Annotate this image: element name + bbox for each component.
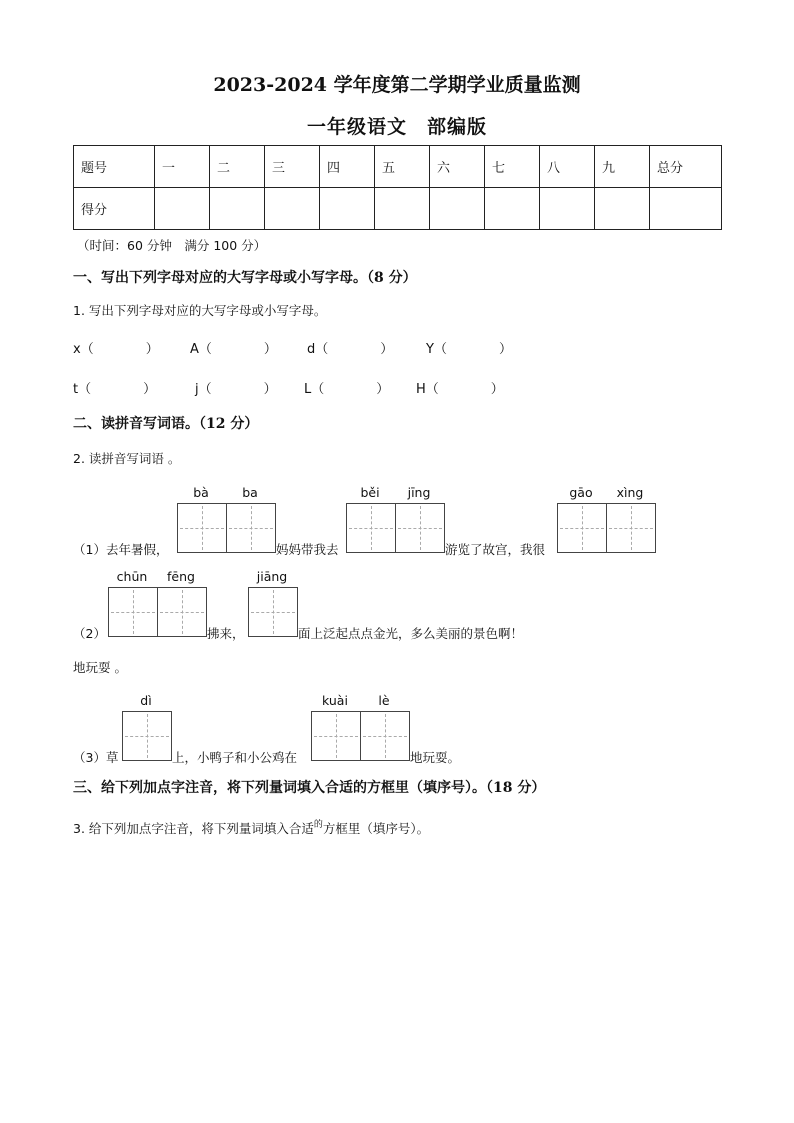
question-2: 2. 读拼音写词语 。 xyxy=(73,451,181,466)
score-input-1[interactable] xyxy=(155,188,210,230)
question-3-superscript: 的 xyxy=(313,820,323,830)
score-input-9[interactable] xyxy=(595,188,650,230)
sentence-text: （1）去年暑假， xyxy=(73,542,169,557)
sentence-text: 妈妈带我去 xyxy=(276,542,339,557)
letter-item[interactable]: x（ ） xyxy=(73,342,159,357)
writing-grid[interactable] xyxy=(122,711,172,761)
score-input-4[interactable] xyxy=(320,188,375,230)
section1-heading: 一、写出下列字母对应的大写字母或小写字母。（8 分） xyxy=(73,270,417,286)
sentence-text: 上，小鸭子和小公鸡在 xyxy=(172,750,298,765)
score-table-score-row xyxy=(74,188,722,230)
section3-heading: 三、给下列加点字注音，将下列量词填入合适的方框里（填序号）。（18 分） xyxy=(73,780,546,796)
score-table-header-row xyxy=(74,146,722,188)
score-cell-4: 四 xyxy=(320,146,375,188)
writing-grid[interactable] xyxy=(311,711,410,761)
score-input-2[interactable] xyxy=(210,188,265,230)
pinyin-label: chūn xyxy=(116,569,148,584)
writing-grid[interactable] xyxy=(557,503,656,553)
letter-item[interactable]: d（ ） xyxy=(307,342,394,357)
section2-heading: 二、读拼音写词语。（12 分） xyxy=(73,416,259,432)
score-cell-label: 题号 xyxy=(74,146,155,188)
score-input-6[interactable] xyxy=(430,188,485,230)
score-input-7[interactable] xyxy=(485,188,540,230)
pinyin-label: lè xyxy=(378,693,390,708)
score-cell-total: 总分 xyxy=(650,146,722,188)
sentence-text: （2） xyxy=(73,626,106,641)
question-1: 1. 写出下列字母对应的大写字母或小写字母。 xyxy=(73,303,327,318)
sentence-text: （3）草 xyxy=(73,750,119,765)
question-3-text-b: 方框里（填序号）。 xyxy=(322,821,430,836)
letter-item[interactable]: H（ ） xyxy=(416,382,504,397)
writing-grid[interactable] xyxy=(108,587,207,637)
sentence-text: 面上泛起点点金光，多么美丽的景色啊！ xyxy=(298,626,524,641)
letter-item[interactable]: t（ ） xyxy=(73,382,157,397)
exam-subtitle: 一年级语文 部编版 xyxy=(306,116,487,138)
sentence-text: 拂来， xyxy=(207,626,245,641)
score-cell-3: 三 xyxy=(265,146,320,188)
pinyin-label: jiāng xyxy=(256,569,288,584)
score-cell-5: 五 xyxy=(375,146,430,188)
pinyin-label: jīng xyxy=(407,485,431,500)
score-cell-1: 一 xyxy=(155,146,210,188)
score-cell-9: 九 xyxy=(595,146,650,188)
sentence-text: 地玩耍。 xyxy=(410,750,461,765)
exam-info: （时间：60 分钟 满分 100 分） xyxy=(77,238,267,253)
letter-item[interactable]: j（ ） xyxy=(195,382,277,397)
exam-title: 2023-2024 学年度第二学期学业质量监测 xyxy=(213,74,581,96)
pinyin-label: fēng xyxy=(167,569,195,584)
writing-grid[interactable] xyxy=(346,503,445,553)
score-cell-8: 八 xyxy=(540,146,595,188)
score-cell-6: 六 xyxy=(430,146,485,188)
question-3-text-a: 3. 给下列加点字注音，将下列量词填入合适 xyxy=(73,821,314,836)
writing-grid[interactable] xyxy=(177,503,276,553)
score-input-5[interactable] xyxy=(375,188,430,230)
score-cell-7: 七 xyxy=(485,146,540,188)
score-row-label: 得分 xyxy=(74,188,155,230)
stray-text: 地玩耍 。 xyxy=(73,660,127,675)
letter-item[interactable]: A（ ） xyxy=(190,342,277,357)
score-cell-2: 二 xyxy=(210,146,265,188)
pinyin-label: xìng xyxy=(616,485,644,500)
score-input-8[interactable] xyxy=(540,188,595,230)
writing-grid[interactable] xyxy=(248,587,298,637)
question-3 xyxy=(73,817,429,837)
pinyin-label: dì xyxy=(140,693,152,708)
letter-item[interactable]: L（ ） xyxy=(304,382,390,397)
pinyin-label: ba xyxy=(242,485,258,500)
sentence-text: 游览了故宫，我很 xyxy=(445,542,546,557)
pinyin-label: bà xyxy=(193,485,209,500)
pinyin-label: gāo xyxy=(569,485,593,500)
score-table xyxy=(73,145,722,230)
pinyin-label: kuài xyxy=(322,693,348,708)
score-input-total[interactable] xyxy=(650,188,722,230)
score-input-3[interactable] xyxy=(265,188,320,230)
pinyin-label: běi xyxy=(360,485,380,500)
letter-item[interactable]: Y（ ） xyxy=(426,342,512,357)
